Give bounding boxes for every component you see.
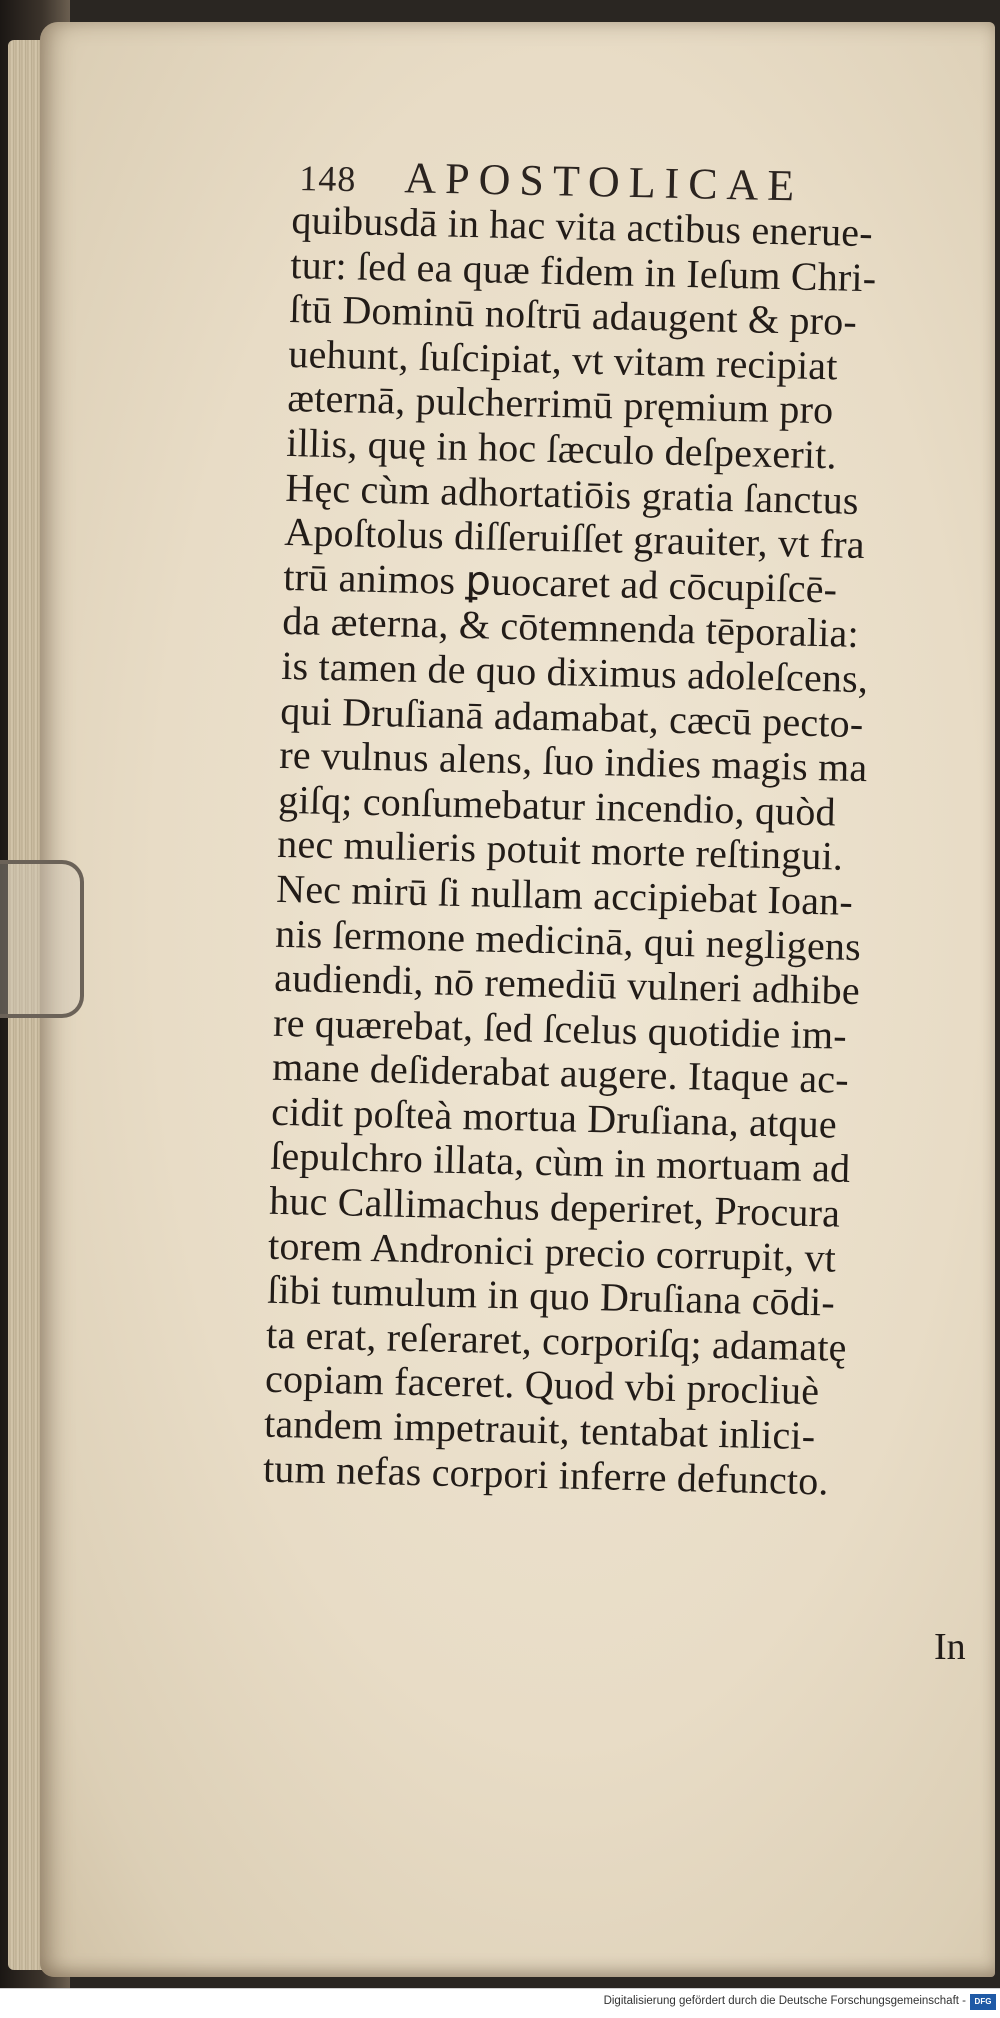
text-line: ſtū Dominū noſtrū adaugent & pro- (288, 286, 858, 345)
text-line: qui Druſianā adamabat, cæcū pecto- (279, 687, 864, 746)
text-line: is tamen de quo diximus adoleſcens, (280, 642, 869, 702)
text-line: nis ſermone medicinā, qui negligens (274, 910, 862, 969)
digitization-footer (0, 1988, 1000, 2018)
text-line: illis, quę in hoc ſæculo deſpexerit. (285, 419, 838, 478)
text-line: copiam faceret. Quod vbi procliuè (264, 1356, 820, 1414)
text-line: tandem impetrauit, tentabat inlici- (263, 1400, 816, 1459)
text-line: mane deſiderabat augere. Itaque ac- (271, 1044, 850, 1103)
text-line: re quærebat, ſed ſcelus quotidie im- (272, 999, 848, 1058)
text-line: tur: ſed ea quæ fidem in Ieſum Chri- (289, 241, 877, 300)
text-line: æternā, pulcherrimū pręmium pro (286, 375, 834, 433)
funding-credit: Digitalisierung gefördert durch die Deutsche Forschungsgemeinschaft - (603, 1995, 966, 2007)
text-line: uehunt, ſuſcipiat, vt vitam recipiat (287, 330, 839, 389)
text-line: ſepulchro illata, cùm in mortuam ad (269, 1133, 851, 1192)
text-line: huc Callimachus deperiret, Procura (268, 1177, 841, 1236)
text-line: quibusdā in hac vita actibus enerue- (291, 197, 874, 256)
book-clasp (0, 860, 84, 1018)
running-head: APOSTOLICAE (403, 153, 804, 211)
text-line: giſq; conſumebatur incendio, quòd (277, 776, 837, 835)
text-line: Apoſtolus diſſeruiſſet grauiter, vt fra (283, 509, 866, 568)
text-line: trū animos ꝑuocaret ad cōcupiſcē- (282, 553, 838, 612)
page-number: 148 (298, 157, 357, 200)
text-line: audiendi, nō remediū vulneri adhibe (273, 954, 861, 1014)
catchword: In (934, 1626, 966, 1668)
text-line: da æterna, & cōtemnenda tēporalia: (281, 598, 860, 657)
text-line: Hęc cùm adhortatiōis gratia ſanctus (284, 464, 860, 523)
text-line: cidit poſteà mortua Druſiana, atque (270, 1088, 838, 1147)
text-line: ta erat, reſeraret, corporiſq; adamatę (265, 1311, 848, 1370)
text-line: Nec mirū ſi nullam accipiebat Ioan- (275, 865, 854, 924)
text-line: nec mulieris potuit morte reſtingui. (276, 821, 844, 879)
text-line: re vulnus alens, ſuo indies magis ma (278, 731, 868, 791)
text-line: ſibi tumulum in quo Druſiana cōdi- (266, 1266, 836, 1325)
text-line: torem Andronici precio corrupit, vt (267, 1222, 837, 1281)
text-line: tum nefas corpori inferre defuncto. (262, 1445, 830, 1504)
dfg-logo: DFG (970, 1994, 996, 2010)
body-text (263, 198, 992, 1507)
